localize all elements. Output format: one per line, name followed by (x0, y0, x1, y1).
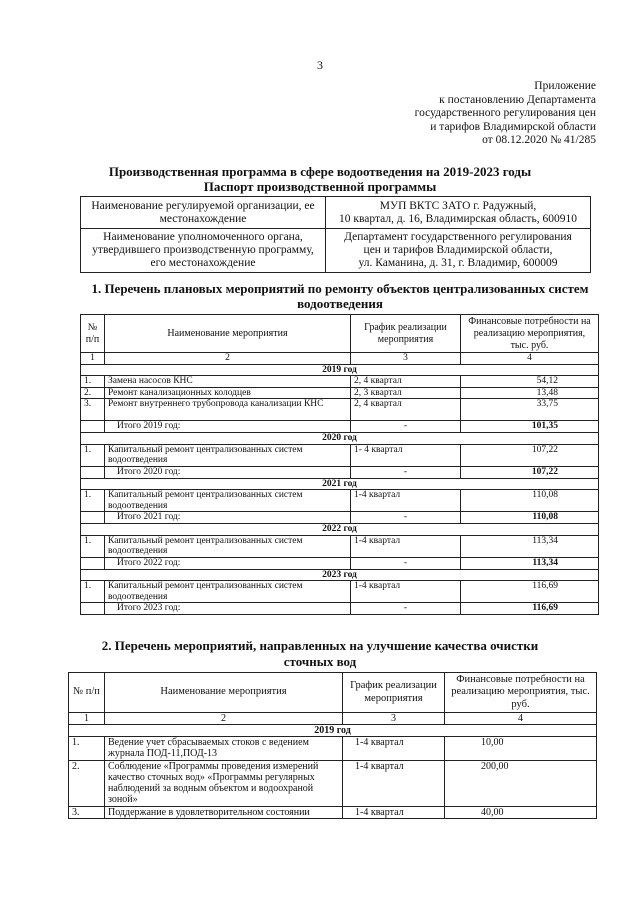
year-row (81, 433, 599, 445)
passport-value-line: 10 квартал, д. 16, Владимирская область, 600910 (339, 212, 577, 225)
year-row (81, 478, 599, 490)
header-num: № п/п (81, 315, 105, 353)
total-schedule: - (351, 466, 461, 478)
col-number: 3 (343, 713, 445, 725)
row-schedule: 2, 3 квартал (351, 387, 461, 399)
row-schedule: 1-4 квартал (351, 581, 461, 603)
row-num: 2. (81, 387, 105, 399)
header-schedule: График реализации мероприятия (343, 673, 445, 713)
column-number-row (69, 713, 597, 725)
header-schedule: График реализации мероприятия (351, 315, 461, 353)
header-finance: Финансовые потребности на реализацию мероприятия, тыс. руб. (461, 315, 599, 353)
row-schedule: 1- 4 квартал (351, 444, 461, 466)
row-name: Замена насосов КНС (105, 376, 351, 388)
passport-title: Паспорт производственной программы (203, 179, 437, 194)
table-header-row (69, 673, 597, 713)
passport-value-line: цен и тарифов Владимирской области, (363, 244, 553, 256)
year-label: 2019 год (69, 725, 597, 737)
col-number: 3 (351, 353, 461, 365)
row-schedule: 1-4 квартал (343, 761, 445, 807)
row-value: 40,00 (445, 807, 597, 819)
passport-row (81, 229, 591, 273)
row-value: 13,48 (461, 387, 599, 399)
year-row (69, 725, 597, 737)
total-value: 107,22 (461, 466, 599, 478)
col-number: 2 (105, 713, 343, 725)
total-label: Итого 2021 год: (105, 512, 351, 524)
appendix-line: и тарифов Владимирской области (430, 120, 596, 133)
year-label: 2019 год (81, 364, 599, 376)
row-num: 1. (81, 581, 105, 603)
row-name: Капитальный ремонт централизованных систем водоотведения (105, 444, 351, 466)
table-row (69, 737, 597, 761)
row-name: Ремонт канализационных колодцев (105, 387, 351, 399)
header-finance: Финансовые потребности на реализацию мероприятия, тыс. руб. (445, 673, 597, 713)
row-name: Соблюдение «Программы проведения измерений качество сточных вод» «Программы регулярных наблюдений за водным объектом и водоохраной зоной» (105, 761, 343, 807)
row-value: 110,08 (461, 490, 599, 512)
passport-value-line: МУП ВКТС ЗАТО г. Радужный, (379, 199, 537, 212)
row-schedule: 1-4 квартал (351, 535, 461, 557)
row-value: 116,69 (461, 581, 599, 603)
row-num: 2. (69, 761, 105, 807)
quality-table (68, 672, 597, 819)
table-row (69, 761, 597, 807)
total-row (81, 512, 599, 524)
appendix-line: государственного регулирования цен (414, 107, 596, 119)
header-name: Наименование мероприятия (105, 315, 351, 353)
total-value: 113,34 (461, 557, 599, 569)
row-schedule: 1-4 квартал (343, 737, 445, 761)
repair-table (80, 314, 599, 615)
total-label: Итого 2022 год: (105, 557, 351, 569)
passport-label: Наименование регулируемой организации, ее местонахождение (81, 197, 326, 229)
table-row (81, 535, 599, 557)
row-name: Поддержание в удовлетворительном состоянии (105, 807, 343, 819)
passport-value (326, 197, 591, 229)
year-label: 2020 год (81, 433, 599, 445)
row-num: 1. (81, 376, 105, 388)
table-row (81, 490, 599, 512)
table-row (81, 444, 599, 466)
passport-table (80, 196, 591, 273)
total-row (81, 557, 599, 569)
row-schedule: 2, 4 квартал (351, 376, 461, 388)
year-row (81, 569, 599, 581)
row-num: 1. (81, 535, 105, 557)
table-row (81, 387, 599, 399)
table-row (81, 581, 599, 603)
total-value: 110,08 (461, 512, 599, 524)
row-schedule: 2, 4 квартал (351, 399, 461, 421)
year-label: 2021 год (81, 478, 599, 490)
total-row (81, 466, 599, 478)
appendix-line: к постановлению Департамента (439, 93, 596, 106)
row-num: 3. (69, 807, 105, 819)
table-row (81, 399, 599, 421)
row-name: Ведение учет сбрасываемых стоков с ведением журнала ПОД-11,ПОД-13 (105, 737, 343, 761)
col-number: 4 (445, 713, 597, 725)
total-label: Итого 2023 год: (105, 603, 351, 615)
table-row (81, 376, 599, 388)
total-label: Итого 2020 год: (105, 466, 351, 478)
section-1-title: 1. Перечень плановых мероприятий по ремонту объектов централизованных систем водоотведения (91, 281, 589, 311)
column-number-row (81, 353, 599, 365)
year-row (81, 524, 599, 536)
passport-row (81, 197, 591, 229)
row-schedule: 1-4 квартал (343, 807, 445, 819)
year-row (81, 364, 599, 376)
row-value: 10,00 (445, 737, 597, 761)
section-2-title-cont: сточных вод (283, 654, 357, 669)
passport-value-line: ул. Каманина, д. 31, г. Владимир, 600009 (358, 257, 558, 269)
col-number: 1 (81, 353, 105, 365)
col-number: 2 (105, 353, 351, 365)
row-value: 200,00 (445, 761, 597, 807)
row-schedule: 1-4 квартал (351, 490, 461, 512)
row-value: 113,34 (461, 535, 599, 557)
row-value: 107,22 (461, 444, 599, 466)
table-row (69, 807, 597, 819)
section-2-title: 2. Перечень мероприятий, направленных на улучшение качества очистки (101, 638, 539, 653)
col-number: 1 (69, 713, 105, 725)
appendix-block (415, 80, 596, 148)
row-num: 1. (81, 490, 105, 512)
row-value: 54,12 (461, 376, 599, 388)
header-name: Наименование мероприятия (105, 673, 343, 713)
row-name: Капитальный ремонт централизованных систем водоотведения (105, 535, 351, 557)
year-label: 2023 год (81, 569, 599, 581)
row-name: Капитальный ремонт централизованных систем водоотведения (105, 581, 351, 603)
document-title: Производственная программа в сфере водоотведения на 2019-2023 годы (108, 164, 532, 179)
row-num: 1. (69, 737, 105, 761)
total-value: 116,69 (461, 603, 599, 615)
row-num: 1. (81, 444, 105, 466)
appendix-line: от 08.12.2020 № 41/285 (482, 134, 596, 146)
row-name: Ремонт внутреннего трубопровода канализации КНС (105, 399, 351, 421)
table-header-row (81, 315, 599, 353)
col-number: 4 (461, 353, 599, 365)
row-value: 33,75 (461, 399, 599, 421)
total-row (81, 603, 599, 615)
total-schedule: - (351, 603, 461, 615)
appendix-line: Приложение (534, 80, 596, 92)
total-value: 101,35 (461, 421, 599, 433)
total-schedule: - (351, 557, 461, 569)
row-name: Капитальный ремонт централизованных систем водоотведения (105, 490, 351, 512)
passport-label: Наименование уполномоченного органа, утвердившего производственную программу, его местонахождение (81, 229, 326, 273)
total-schedule: - (351, 512, 461, 524)
total-schedule: - (351, 421, 461, 433)
page-number: 3 (317, 58, 323, 72)
year-label: 2022 год (81, 524, 599, 536)
row-num: 3. (81, 399, 105, 421)
header-num: № п/п (69, 673, 105, 713)
passport-value (326, 229, 591, 273)
total-row (81, 421, 599, 433)
passport-value-line: Департамент государственного регулирования (344, 231, 572, 243)
total-label: Итого 2019 год: (105, 421, 351, 433)
